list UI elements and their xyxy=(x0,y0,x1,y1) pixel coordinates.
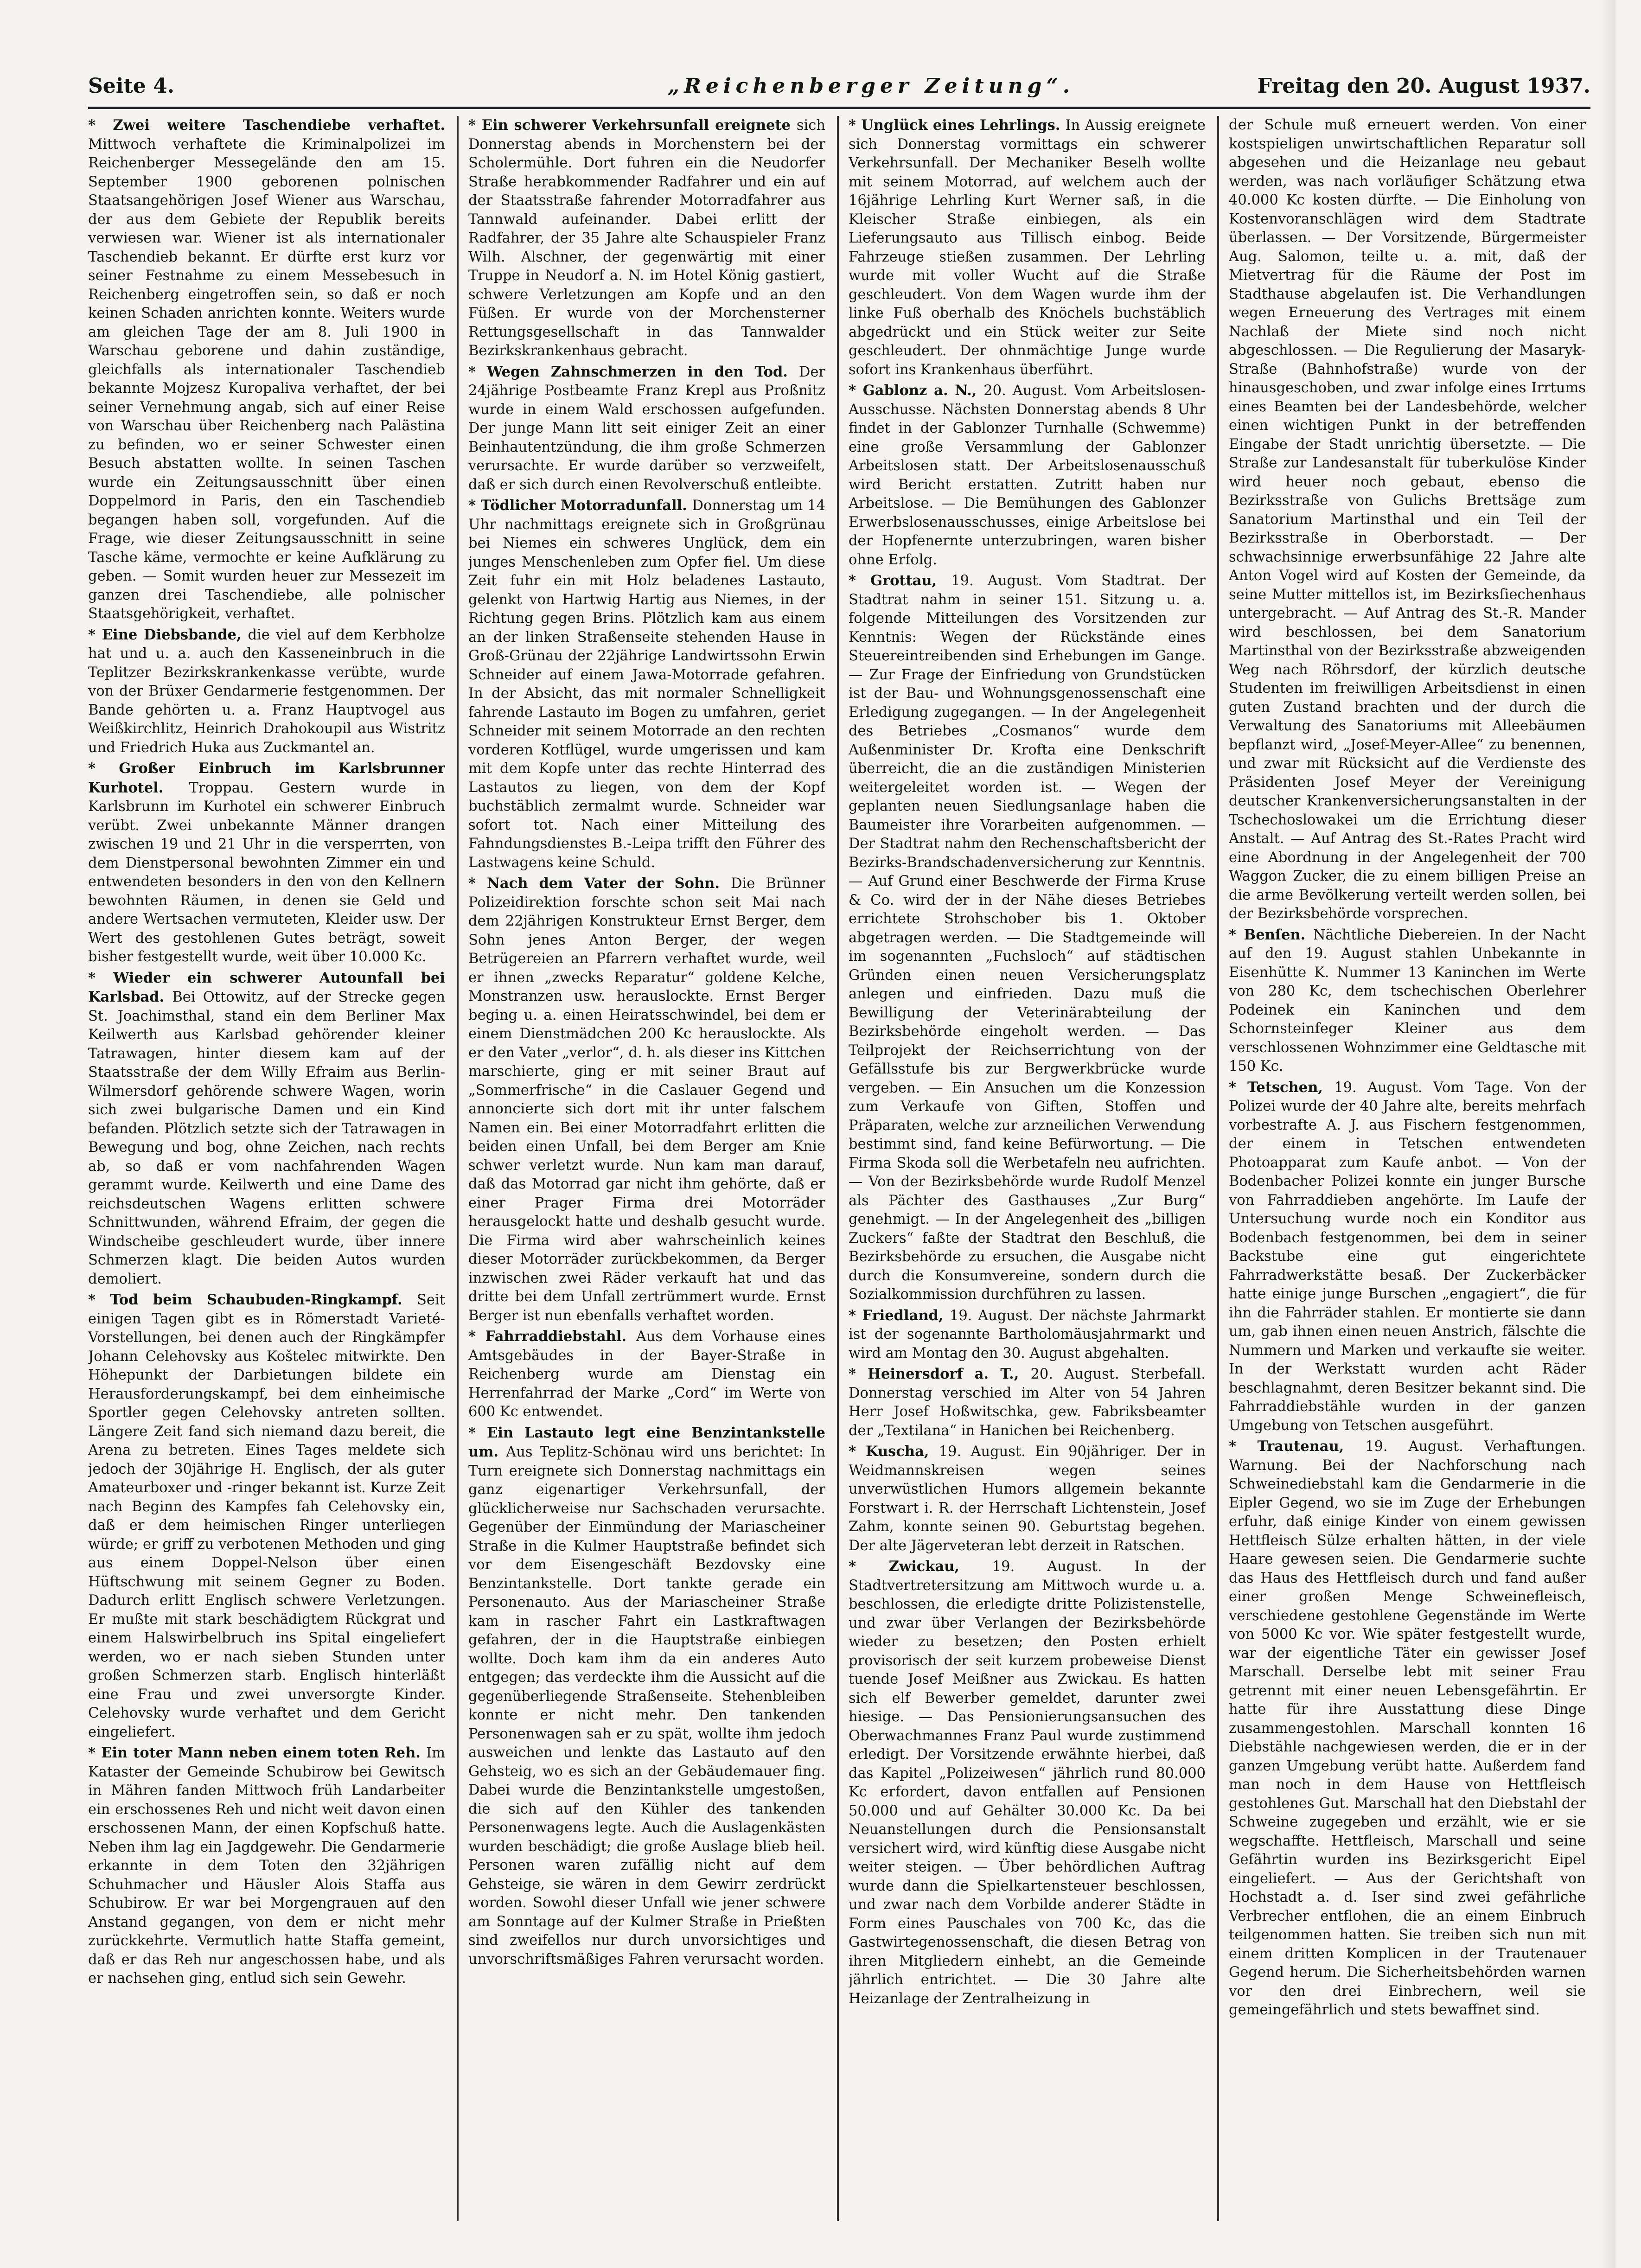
article xyxy=(88,759,445,967)
article-headline: * Wegen Zahnschmerzen in den Tod. xyxy=(468,363,799,380)
column-divider xyxy=(837,116,839,2221)
article-headline: * Benſen. xyxy=(1229,926,1313,943)
article-headline: * Zwickau, xyxy=(849,1558,992,1575)
article-headline: * Ein Lastauto legt eine Benzintankstelle um. xyxy=(468,1424,825,1460)
article xyxy=(468,874,825,1325)
article-headline: * Nach dem Vater der Sohn. xyxy=(468,875,731,892)
article-body: Aus Teplitz-Schönau wird uns berichtet: In Turn ereignete sich Donnerstag nachmittags ein ganz eigenartiger Verkehrsunfall, der glücklicherweise nur Sachschaden verursachte. Gegenüber der Einmündung der Mariascheiner Straße in die Kulmer Hauptstraße befindet sich vor dem Eisengeschäft Bezdovsky eine Benzintankstelle. Dort tankte gerade ein Personenauto. Aus der Mariascheiner Straße kam in rascher Fahrt ein Lastkraftwagen gefahren, der in die Hauptstraße einbiegen wollte. Doch kam ihm da ein anderes Auto entgegen; das verdeckte ihm die Aussicht auf die gegenüberliegende Straßenseite. Stehenbleiben konnte er nicht mehr. Den tankenden Personenwagen sah er zu spät, wollte ihm jedoch ausweichen und lenkte das Lastauto auf den Gehsteig, wo es sich an der Gebäudemauer fing. Dabei wurde die Benzintankstelle umgestoßen, die sich auf den Kühler des tankenden Personenwagens legte. Auch die Auslagenkästen wurden beschädigt; die große Auslage blieb heil. Personen waren zufällig nicht auf dem Gehsteige, sie wären in dem Gewirr zerdrückt worden. Sowohl dieser Unfall wie jener schwere am Sonntage auf der Kulmer Straße in Prießten sind zweifellos nur durch unvorsichtiges und unvorschriftsmäßiges Fahren verursacht worden. xyxy=(468,1444,825,1968)
article xyxy=(88,116,445,624)
article xyxy=(88,1291,445,1742)
article xyxy=(1229,116,1586,924)
column-2 xyxy=(468,116,825,2221)
column-1 xyxy=(88,116,445,2221)
article xyxy=(468,496,825,872)
article-body: 19. August. Ein 90jähriger. Der in Weidmannskreisen wegen seines unverwüstlichen Humors allgemein bekannte Forstwart i. R. der Herrschaft Lichtenstein, Josef Zahm, konnte seinen 90. Geburtstag begehen. Der alte Jägerveteran lebt derzeit in Ratschen. xyxy=(849,1444,1206,1554)
page-header xyxy=(88,65,1590,109)
article-headline: * Grottau, xyxy=(849,572,951,589)
article-headline: * Wieder ein schwerer Autounfall bei Karlsbad. xyxy=(88,969,445,1005)
article-body: Donnerstag um 14 Uhr nachmittags ereignete sich in Großgrünau bei Niemes ein schweres Unglück, dem ein junges Menschenleben zum Opfer fiel. Um diese Zeit fuhr ein mit Holz beladenes Lastauto, gelenkt von Hartwig Hartig aus Niemes, in der Richtung gegen Brins. Plötzlich kam aus einem an der linken Straßenseite stehenden Hause in Groß-Grünau der 22jährige Landwirtssohn Erwin Schneider auf einem Jawa-Motorrade gefahren. In der Absicht, das mit normaler Schnelligkeit fahrende Lastauto im Bogen zu umfahren, geriet Schneider mit seinem Motorrade an den rechten vorderen Kotflügel, wurde umgerissen und kam mit dem Kopfe unter das rechte Hinterrad des Lastautos zu liegen, von dem der Kopf buchstäblich zermalmt wurde. Schneider war sofort tot. Nach einer Mitteilung des Fahndungsdienstes B.-Leipa trifft den Führer des Lastwagens keine Schuld. xyxy=(468,498,825,871)
article-body: Bei Ottowitz, auf der Strecke gegen St. Joachimsthal, stand ein dem Berliner Max Keilwerth aus Karlsbad gehörender kleiner Tatrawagen, hinter diesem kam auf der Staatsstraße der dem Willy Efraim aus Berlin-Wilmersdorf gehörende schwere Wagen, worin sich zwei bulgarische Damen und ein Kind befanden. Plötzlich setzte sich der Tatrawagen in Bewegung und bog, ohne Zeichen, nach rechts ab, so daß er vom nachfahrenden Wagen gerammt wurde. Keilwerth und eine Dame des reichsdeutschen Wagens erlitten schwere Schnittwunden, während Efraim, der gegen die Windscheibe geschleudert wurde, über innere Schmerzen klagt. Die beiden Autos wurden demoliert. xyxy=(88,989,445,1287)
article-body: der Schule muß erneuert werden. Von einer kostspieligen unwirtschaftlichen Reparatur soll abgesehen und die Heizanlage neu gebaut werden, was nach vorläufiger Schätzung etwa 40.000 Kc kosten dürfte. — Die Einholung von Kostenvoranschlägen wird dem Stadtrate überlassen. — Der Vorsitzende, Bürgermeister Aug. Salomon, teilte u. a. mit, daß der Mietvertrag für die Räume der Post im Stadthause abgelaufen ist. Die Verhandlungen wegen Erneuerung des Vertrages mit einem Nachlaß der Miete sind noch nicht abgeschlossen. — Die Regulierung der Masaryk-Straße (Bahnhofstraße) wurde von der hinausgeschoben, und zwar infolge eines Irrtums eines Beamten bei der Landesbehörde, welcher einen wichtigen Punkt in der betreffenden Eingabe der Stadt unrichtig übersetzte. — Die Straße zur Landesanstalt für tuberkulöse Kinder wird heuer noch gebaut, ebenso die Bezirksstraße von Gulichs Brettsäge zum Sanatorium Martinsthal und ein Teil der Bezirksstraße in Oberborstadt. — Der schwachsinnige erwerbsunfähige 22 Jahre alte Anton Vogel wird auf Kosten der Gemeinde, da seine Mutter mittellos ist, im Bezirksſiechenhaus untergebracht. — Auf Antrag des St.-R. Mander wird beschlossen, bei dem Sanatorium Martinsthal von der Bezirksstraße abzweigenden Weg nach Röhrsdorf, der kürzlich deutsche Studenten im freiwilligen Arbeitsdienst in einen guten Zustand brachten und der durch die Verwaltung des Sanatoriums mit Alleebäumen bepflanzt wird, „Josef-Meyer-Allee“ zu benennen, und zwar mit Rücksicht auf die Verdienste des Präsidenten Josef Meyer der Vereinigung deutscher Krankenversicherungsanstalten in der Tschechoslowakei um die Errichtung dieser Anstalt. — Auf Antrag des St.-Rates Pracht wird eine Abordnung in der Angelegenheit der 700 Waggon Zucker, die zu einem billigen Preise an die arme Bevölkerung verteilt werden sollen, bei der Bezirksbehörde vorsprechen. xyxy=(1229,117,1586,922)
article xyxy=(1229,1078,1586,1436)
article xyxy=(849,1442,1206,1555)
article xyxy=(468,1327,825,1422)
article-body: Aus dem Vorhause eines Amtsgebäudes in der Bayer-Straße in Reichenberg wurde am Dienstag ein Herrenfahrrad der Marke „Cord“ im Werte von 600 Kc entwendet. xyxy=(468,1329,825,1420)
article-body: In Aussig ereignete sich Donnerstag vormittags ein schwerer Verkehrsunfall. Der Mechaniker Beselh wollte mit seinem Motorrad, auf welchem auch der 16jährige Lehrling Kurt Werner saß, in die Kleischer Straße einbiegen, als ein Lieferungsauto aus Tillisch einbog. Beide Fahrzeuge stießen zusammen. Der Lehrling wurde mit voller Wucht auf die Straße geschleudert. Von dem Wagen wurde ihm der linke Fuß oberhalb des Knöchels buchstäblich abgedrückt und ein Stück weiter zur Seite geschleudert. Der ohnmächtige Junge wurde sofort ins Krankenhaus überführt. xyxy=(849,117,1206,378)
article-headline: * Friedland, xyxy=(849,1307,950,1324)
column-divider xyxy=(457,116,459,2221)
article-body: Der 24jährige Postbeamte Franz Krepl aus Proßnitz wurde in einem Wald erschossen aufgefunden. Der junge Mann litt seit einiger Zeit an einer Beinhautentzündung, die ihm große Schmerzen verursachte. Er wurde darüber so verzweifelt, daß er sich durch einen Revolverschuß entleibte. xyxy=(468,364,825,493)
article-headline: * Ein toter Mann neben einem toten Reh. xyxy=(88,1744,427,1761)
article xyxy=(88,626,445,758)
article-body: Im Kataster der Gemeinde Schubirow bei Gewitsch in Mähren fanden Mittwoch früh Landarbeiter ein erschossenes Reh und nicht weit davon einen erschossenen Mann, der einen Kopfschuß hatte. Neben ihm lag ein Jagdgewehr. Die Gendarmerie erkannte in dem Toten den 32jährigen Schuhmacher und Häusler Alois Staffa aus Schubirow. Er war bei Morgengrauen auf den Anstand gegangen, von dem er nicht mehr zurückkehrte. Vermutlich hatte Staffa gemeint, daß er das Reh nur angeschossen habe, und als er nachsehen ging, entlud sich sein Gewehr. xyxy=(88,1745,445,1987)
article-headline: * Unglück eines Lehrlings. xyxy=(849,117,1066,134)
column-divider xyxy=(1217,116,1219,2221)
article-body: Die Brünner Polizeidirektion forschte schon seit Mai nach dem 22jährigen Konstrukteur Ernst Berger, dem Sohn jenes Anton Berger, der wegen Betrügereien an Pfarrern verhaftet wurde, weil er ihnen „zwecks Reparatur“ goldene Kelche, Monstranzen usw. herauslockte. Ernst Berger beging u. a. einen Heiratsschwindel, bei dem er einem Dienstmädchen 200 Kc herauslockte. Als er den Vater „verlor“, d. h. als dieser ins Kittchen marschierte, ging er mit seiner Braut auf „Sommerfrische“ in die Caslauer Gegend und annoncierte sich dort mit ihr unter falschem Namen ein. Bei einer Motorradfahrt erlitten die beiden einen Unfall, bei dem Berger am Knie schwer verletzt wurde. Nun kam man darauf, daß das Motorrad gar nicht ihm gehörte, daß er einer Prager Firma drei Motorräder herausgelockt hatte und deshalb gesucht wurde. Die Firma wird aber wahrscheinlich keines dieser Motorräder zurückbekommen, da Berger inzwischen zwei Räder verkauft hat und das dritte bei dem Unfall zertrümmert wurde. Ernst Berger ist nun ebenfalls verhaftet worden. xyxy=(468,875,825,1324)
article-columns xyxy=(88,116,1590,2221)
article-headline: * Tödlicher Motorradunfall. xyxy=(468,497,692,514)
article-headline: * Trautenau, xyxy=(1229,1438,1366,1455)
article xyxy=(88,1744,445,1988)
article xyxy=(849,381,1206,569)
article xyxy=(468,1424,825,1969)
page-edge-shadow xyxy=(1602,0,1615,2268)
article-headline: * Fahrraddiebstahl. xyxy=(468,1328,636,1345)
article-body: sich Donnerstag abends in Morchenstern bei der Scholermühle. Dort fuhren ein die Neudorfer Straße herabkommender Radfahrer und ein auf der Staatsstraße fahrender Motorradfahrer aus Tannwald aufeinander. Dabei erlitt der Radfahrer, der 35 Jahre alte Schauspieler Franz Wilh. Alschner, der gegenwärtig mit einer Truppe in Neudorf a. N. im Hotel König gastiert, schwere Verletzungen am Kopfe und an den Füßen. Er wurde von der Morchensterner Rettungsgesellschaft in das Tannwalder Bezirkskrankenhaus gebracht. xyxy=(468,117,825,359)
column-4 xyxy=(1229,116,1586,2221)
article-body: Troppau. Gestern wurde in Karlsbrunn im Kurhotel ein schwerer Einbruch verübt. Zwei unbekannte Männer drangen zwischen 19 und 21 Uhr in die versperrten, von dem Dienstpersonal bewohnten Zimmer ein und entwendeten besonders in den von den Kellnern bewohnten Räumen, in denen sie Geld und andere Wertsachen vermuteten, Kleider usw. Der Wert des gestohlenen Gutes beträgt, soweit bisher festgestellt wurde, weit über 10.000 Kc. xyxy=(88,779,445,965)
article-body: 20. August. Sterbefall. Donnerstag verschied im Alter von 54 Jahren Herr Josef Hoßwitschka, gew. Fabriksbeamter der „Textilana“ in Hanichen bei Reichenberg. xyxy=(849,1366,1206,1439)
article xyxy=(849,1557,1206,2008)
article-body: 19. August. Vom Tage. Von der Polizei wurde der 40 Jahre alte, bereits mehrfach vorbestrafte A. J. aus Fischern festgenommen, der einem in Tetschen entwendeten Photoapparat zum Kaufe anbot. — Von der Bodenbacher Polizei konnte ein junger Bursche von Fahrraddieben angehörte. Im Laufe der Untersuchung wurde noch ein Konditor aus Bodenbach festgenommen, bei dem in seiner Backstube eine gut eingerichtete Fahrradwerkstätte besaß. Der Zuckerbäcker hatte einige junge Burschen „engagiert“, die für ihn die Fahrräder stahlen. Er montierte sie dann um, gab ihnen einen neuen Anstrich, fälschte die Nummern und Marken und verkaufte sie weiter. In der Werkstatt wurden acht Räder beschlagnahmt, deren Besitzer bekannt sind. Die Fahrraddiebstähle wurden in der ganzen Umgebung von Tetschen ausgeführt. xyxy=(1229,1079,1586,1434)
article-body: 19. August. Vom Stadtrat. Der Stadtrat nahm in seiner 151. Sitzung u. a. folgende Mitteilungen des Vorsitzenden zur Kenntnis: Wegen der Rückstände eines Steuereintreibenden sind Erhebungen im Gange. — Zur Frage der Einfriedung von Grundstücken ist der Bau- und Wohnungsgenossenschaft eine Erledigung zugegangen. — In der Angelegenheit des Betriebes „Cosmanos“ wurde dem Außenminister Dr. Krofta eine Denkschrift überreicht, die an die zuständigen Ministerien weitergeleitet worden ist. — Wegen der geplanten neuen Siedlungsanlage haben die Baumeister ihre Vorarbeiten aufgenommen. — Der Stadtrat nahm den Rechenschaftsbericht der Bezirks-Brandschadenversicherung zur Kenntnis. — Auf Grund einer Beschwerde der Firma Kruse & Co. wird der in der Nähe dieses Betriebes errichtete Strohschober bis 1. Oktober abgetragen werden. — Die Stadtgemeinde will im sogenannten „Fuchsloch“ auf städtischen Gründen einen neuen Versicherungsplatz anlegen und einfrieden. Dazu muß die Bewilligung der Veterinärabteilung der Bezirksbehörde eingeholt werden. — Das Teilprojekt der Reichserrichtung von der Gefällsstufe bis zur Bergwerkbrücke wurde vergeben. — Ein Ansuchen um die Konzession zum Verkaufe von Giften, Stoffen und Präparaten, welche zur arzneilichen Verwendung bestimmt sind, fand keine Befürwortung. — Die Firma Skoda soll die Werbetafeln neu aufrichten. — Von der Bezirksbehörde wurde Rudolf Menzel als Pächter des Gasthauses „Zur Burg“ genehmigt. — In der Angelegenheit des „billigen Zuckers“ faßte der Stadtrat den Beschluß, die Bezirksbehörde zu ersuchen, die Ausgabe nicht durch die Konsumvereine, sondern durch die Sozialkommission durchführen zu lassen. xyxy=(849,573,1206,1303)
article xyxy=(88,969,445,1289)
article xyxy=(849,571,1206,1304)
article-headline: * Kuscha, xyxy=(849,1443,939,1460)
article xyxy=(468,363,825,495)
article-body: 20. August. Vom Arbeitslosen-Ausschusse. Nächsten Donnerstag abends 8 Uhr findet in der Gablonzer Turnhalle (Schwemme) eine große Versammlung der Gablonzer Arbeitslosen statt. Der Arbeitslosenausschuß wird Bericht erstatten. Zutritt haben nur Arbeitslose. — Die Bemühungen des Gablonzer Erwerbslosenausschusses, einige Arbeitslose bei der Hopfenernte unterzubringen, waren bisher ohne Erfolg. xyxy=(849,383,1206,568)
article-body: Seit einigen Tagen gibt es in Römerstadt Varieté-Vorstellungen, bei denen auch der Ringkämpfer Johann Celehovsky aus Koštelec mitwirkte. Den Höhepunkt der Darbietungen bildete ein Herausforderungskampf, bei dem einheimische Sportler gegen Celehovsky antreten sollten. Längere Zeit fand sich niemand dazu bereit, die Arena zu betreten. Eines Tages meldete sich jedoch der 30jährige H. Englisch, der als guter Amateurboxer und -ringer bekannt ist. Kurze Zeit nach Beginn des Kampfes fah Celehovsky ein, daß er dem heimischen Ringer unterliegen würde; er griff zu verbotenen Methoden und ging aus einem Doppel-Nelson über einen Hüftschwung mit seinem Gegner zu Boden. Dadurch erlitt Englisch schwere Verletzungen. Er mußte mit stark beschädigtem Rückgrat und einem Halswirbelbruch ins Spital eingeliefert werden, wo er nach sieben Stunden unter großen Schmerzen starb. Englisch hinterläßt eine Frau und zwei unversorgte Kinder. Celehovsky wurde verhaftet und dem Gericht eingeliefert. xyxy=(88,1292,445,1740)
article xyxy=(1229,1437,1586,2020)
article-body: 19. August. Der nächste Jahrmarkt ist der sogenannte Bartholomäusjahrmarkt und wird am Montag den 30. August abgehalten. xyxy=(849,1307,1206,1361)
article xyxy=(468,116,825,361)
article-headline: * Zwei weitere Taschendiebe verhaftet. xyxy=(88,117,445,134)
column-3 xyxy=(849,116,1206,2221)
article-headline: * Großer Einbruch im Karlsbrunner Kurhotel. xyxy=(88,760,445,796)
newspaper-title: „Reichenberger Zeitung“. xyxy=(668,74,1075,98)
page-number: Seite 4. xyxy=(88,74,175,98)
newspaper-page xyxy=(70,65,1590,2226)
article-headline: * Gablonz a. N., xyxy=(849,382,984,399)
article-headline: * Heinersdorf a. T., xyxy=(849,1366,1031,1382)
article xyxy=(849,116,1206,379)
article-headline: * Ein schwerer Verkehrsunfall ereignete xyxy=(468,117,797,134)
article xyxy=(849,1365,1206,1440)
article-headline: * Tetschen, xyxy=(1229,1079,1335,1096)
article xyxy=(1229,926,1586,1076)
article-body: die viel auf dem Kerbholze hat und u. a. auch den Kasseneinbruch in die Teplitzer Bezirkskrankenkasse verübte, wurde von der Brüxer Gendarmerie festgenommen. Der Bande gehörten u. a. Franz Hauptvogel aus Weißkirchlitz, Heinrich Drahokoupil aus Wistritz und Friedrich Huka aus Zuckmantel an. xyxy=(88,626,445,756)
article-headline: * Eine Diebsbande, xyxy=(88,626,248,643)
issue-date: Freitag den 20. August 1937. xyxy=(1257,74,1590,98)
article-body: 19. August. In der Stadtvertretersitzung am Mittwoch wurde u. a. beschlossen, die erledigte dritte Polizistenstelle, und zwar über Verlangen der Bezirksbehörde wieder zu besetzen; den Posten erhielt provisorisch der seit kurzem probeweise Dienst tuende Josef Meißner aus Zwickau. Es hatten sich elf Bewerber gemeldet, darunter zwei hiesige. — Das Pensionierungsansuchen des Oberwachmannes Franz Paul wurde zustimmend erledigt. Der Vorsitzende erwähnte hierbei, daß das Kapitel „Polizeiwesen“ jährlich rund 80.000 Kc erfordert, davon entfallen auf Pensionen 50.000 und auf Gehälter 30.000 Kc. Da bei Neuanstellungen durch die Pensionsanstalt versichert wird, wird künftig diese Ausgabe nicht weiter steigen. — Über behördlichen Auftrag wurde dann die Spielkartensteuer beschlossen, und zwar nach dem Vorbilde anderer Städte in Form eines Pauschales von 700 Kc, das die Gastwirtegenossenschaft, die diesen Betrag von ihren Mitgliedern einhebt, an die Gemeinde jährlich entrichtet. — Die 30 Jahre alte Heizanlage der Zentralheizung in xyxy=(849,1559,1206,2007)
article-headline: * Tod beim Schaubuden-Ringkampf. xyxy=(88,1291,417,1308)
article xyxy=(849,1306,1206,1363)
article-body: Nächtliche Diebereien. In der Nacht auf den 19. August stahlen Unbekannte in Eisenhütte K. Nummer 13 Kaninchen im Werte von 280 Kc, dem tschechischen Oberlehrer Podeinek ein Kaninchen und dem Schornsteinfeger Kleiner aus dem verschlossenen Wohnzimmer eine Geldtasche mit 150 Kc. xyxy=(1229,926,1586,1074)
article-body: 19. August. Verhaftungen. Warnung. Bei der Nachforschung nach Schweinediebstahl kam die Gendarmerie in die Eipler Gegend, wo sie im Zuge der Erhebungen erfuhr, daß einige Kinder von einem gewissen Hettfleisch Sülze erhalten hätten, in der viele Haare gewesen seien. Die Gendarmerie suchte das Haus des Hettfleisch durch und fand außer einer großen Menge Schweinefleisch, verschiedene gestohlene Gegenstände im Werte von 5000 Kc vor. Wie später festgestellt wurde, war der eigentliche Täter ein gewisser Josef Marschall. Derselbe lebt mit seiner Frau getrennt mit einer neuen Lebensgefährtin. Er hatte für ihre Ausstattung diese Dinge zusammengestohlen. Marschall konnten 16 Diebstähle nachgewiesen werden, die er in der ganzen Umgebung verübt hatte. Außerdem fand man noch in dem Hause von Hettfleisch gestohlenes Gut. Marschall hat den Diebstahl der Schweine zugegeben und erzählt, wie er sie wegschaffte. Hettfleisch, Marschall und seine Gefährtin wurden ins Bezirksgericht Eipel eingeliefert. — Aus der Gerichtshaft von Hochstadt a. d. Iser sind zwei gefährliche Verbrecher entflohen, die an einem Einbruch teilgenommen hatten. Sie treiben sich nun mit einem dritten Komplicen in der Trautenauer Gegend herum. Die Sicherheitsbehörden warnen vor den drei Einbrechern, weil sie gemeingefährlich und stets bewaffnet sind. xyxy=(1229,1438,1586,2018)
article-body: Mittwoch verhaftete die Kriminalpolizei im Reichenberger Messegelände den am 15. September 1900 geborenen polnischen Staatsangehörigen Josef Wiener aus Warschau, der aus dem Gebiete der Republik bereits verwiesen war. Wiener ist als internationaler Taschendieb bekannt. Er dürfte erst kurz vor seiner Festnahme zu einem Messebesuch in Reichenberg eingetroffen sein, so daß er noch keinen Schaden anrichten konnte. Weiters wurde am gleichen Tage der am 8. Juli 1900 in Warschau geborene und dahin zuständige, gleichfalls als internationaler Taschendieb bekannte Mojzesz Kuropaliva verhaftet, der bei seiner Vernehmung angab, sich auf einer Reise von Warschau über Reichenberg nach Palästina zu befinden, wo er seiner Schwester einen Besuch abstatten wollte. In seinen Taschen wurde ein Zeitungsausschnitt über einen Doppelmord in Paris, den ein Taschendieb begangen haben soll, vorgefunden. Auf die Frage, wie dieser Zeitungsausschnitt in seine Tasche käme, vermochte er keine Aufklärung zu geben. — Somit wurden heuer zur Messezeit im ganzen drei Taschendiebe, alle polnischer Staatsgehörigkeit, verhaftet. xyxy=(88,136,445,622)
